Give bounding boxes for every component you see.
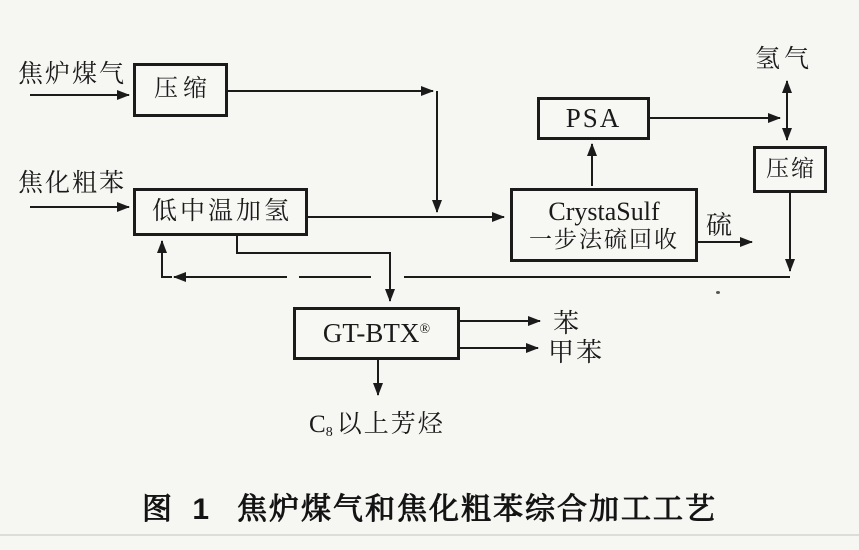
gtbtx-box bbox=[293, 307, 460, 360]
psa-label: PSA bbox=[565, 102, 622, 133]
toluene-label: 甲苯 bbox=[548, 338, 605, 367]
hydrogen-label: 氢气 bbox=[755, 46, 814, 73]
hydrogenation-label: 低中温加氢 bbox=[151, 197, 292, 225]
sulfur-label: 硫 bbox=[706, 211, 733, 240]
psa-box bbox=[537, 97, 650, 140]
gtbtx-label: GT-BTX® bbox=[322, 317, 431, 348]
scan-artifact-dot bbox=[716, 291, 720, 294]
coking-crude-benzene-label: 焦化粗苯 bbox=[18, 170, 127, 197]
crystasulf-box bbox=[510, 188, 698, 262]
arrow-hydro-to-gtbtx bbox=[237, 236, 390, 301]
crystasulf-desc: 一步法硫回收 bbox=[529, 226, 679, 252]
figure-number: 图 1 bbox=[141, 493, 216, 526]
arrow-recycle-to-hydro bbox=[162, 241, 172, 277]
registered-mark: ® bbox=[419, 321, 431, 337]
figure-title: 焦炉煤气和焦化粗苯综合加工工艺 bbox=[237, 493, 718, 526]
crystasulf-name: CrystaSulf bbox=[548, 196, 660, 226]
compressor-top-label: 压缩 bbox=[154, 76, 212, 103]
coke-oven-gas-label: 焦炉煤气 bbox=[18, 61, 127, 88]
compressor-right-label: 压缩 bbox=[766, 156, 816, 182]
compressor-top-box bbox=[133, 63, 228, 117]
benzene-label: 苯 bbox=[553, 309, 580, 338]
c8-subscript: 8 bbox=[325, 425, 333, 440]
compressor-right-box bbox=[753, 146, 827, 193]
c8-aromatics-label: $C_8$ 以上芳烃 bbox=[309, 411, 445, 440]
figure-caption bbox=[0, 484, 859, 528]
page-divider-rule bbox=[0, 534, 859, 536]
hydrogenation-box bbox=[133, 188, 308, 236]
